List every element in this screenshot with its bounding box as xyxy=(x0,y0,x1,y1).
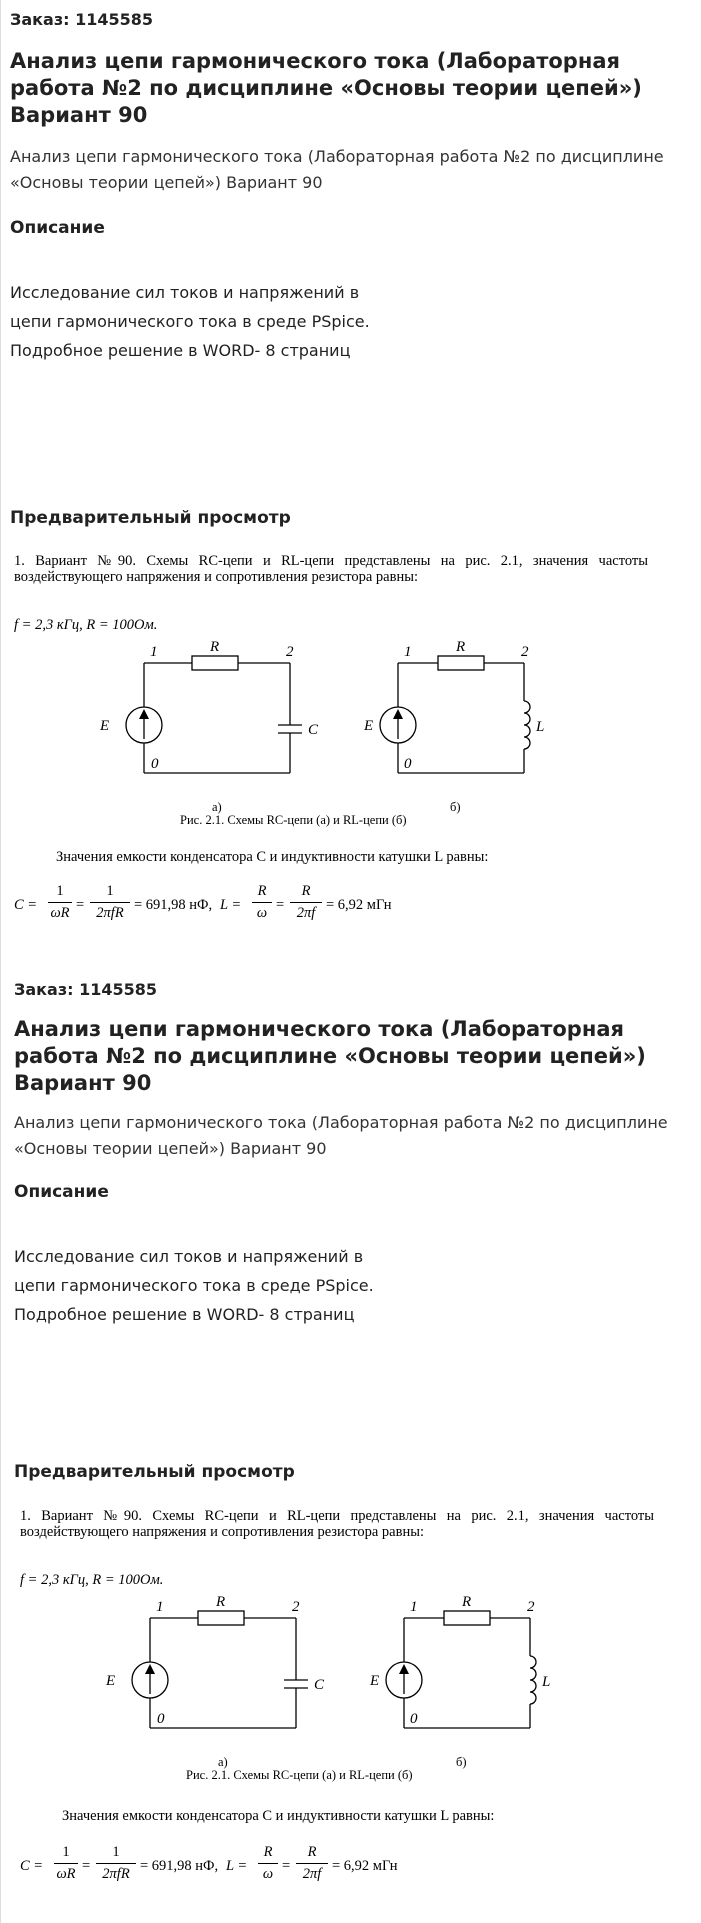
node-label: 0 xyxy=(157,1711,165,1727)
formula-part: 2πf xyxy=(296,905,316,921)
formula-part: = 6,92 мГн xyxy=(326,897,392,913)
formula-part: C = xyxy=(20,1858,44,1874)
capacitor-label: C xyxy=(314,1677,325,1693)
page-title: Анализ цепи гармонического тока (Лабораторная работа №2 по дисциплине «Основы теории цепей») Вариант 90 xyxy=(10,49,642,127)
formula-part: 2πf xyxy=(302,1866,322,1882)
preview-paragraph: 1. Вариант №90. Схемы RC-цепи и RL-цепи представлены на рис. 2.1, значения частоты воздействующего напряжения и сопротивления резистора равны: xyxy=(14,553,648,585)
preview-heading: Предварительный просмотр xyxy=(14,1462,295,1482)
description-line: Подробное решение в WORD- 8 страниц xyxy=(14,1305,355,1324)
subfigure-label-b: б) xyxy=(450,800,461,814)
formula-part: 2πfR xyxy=(96,905,124,921)
preview-params: f = 2,3 кГц, R = 100Ом. xyxy=(14,617,158,633)
source-label: E xyxy=(370,1673,380,1689)
rl-circuit xyxy=(386,1611,536,1728)
formula-part: 1 xyxy=(106,883,114,899)
page-subtitle: Анализ цепи гармонического тока (Лабораторная работа №2 по дисциплине «Основы теории цепей») Вариант 90 xyxy=(10,147,664,192)
circuit-diagram xyxy=(20,1596,654,1756)
node-label: 0 xyxy=(151,756,159,772)
inductor-label: L xyxy=(536,719,545,735)
formula-part: = 6,92 мГн xyxy=(332,1858,398,1874)
rl-circuit xyxy=(380,656,530,773)
page-border xyxy=(0,0,1,1923)
subfigure-label-b: б) xyxy=(456,1755,467,1769)
node-label: 2 xyxy=(286,644,294,660)
source-label: E xyxy=(364,718,374,734)
formula xyxy=(14,883,648,931)
order-number: Заказ: 1145585 xyxy=(14,980,158,999)
preview-document xyxy=(14,553,654,933)
formula xyxy=(20,1844,654,1892)
resistor-label: R xyxy=(456,641,466,655)
preview-paragraph: Значения емкости конденсатора C и индуктивности катушки L равны: xyxy=(56,849,489,865)
order-number: Заказ: 1145585 xyxy=(10,10,154,29)
formula-part: 2πfR xyxy=(102,1866,130,1882)
formula-part: = xyxy=(76,897,85,913)
description-line: Исследование сил токов и напряжений в xyxy=(10,283,360,302)
source-label: E xyxy=(100,718,110,734)
node-label: 2 xyxy=(527,1599,535,1615)
resistor-label: R xyxy=(210,641,220,655)
formula-part: R xyxy=(301,883,311,899)
node-label: 2 xyxy=(292,1599,300,1615)
source-label: E xyxy=(106,1673,116,1689)
formula-part: R xyxy=(257,883,267,899)
formula-part: L = xyxy=(220,897,242,913)
node-label: 0 xyxy=(404,756,412,772)
preview-paragraph: Значения емкости конденсатора C и индуктивности катушки L равны: xyxy=(62,1808,495,1824)
formula-part: 1 xyxy=(62,1844,70,1860)
page-title: Анализ цепи гармонического тока (Лабораторная работа №2 по дисциплине «Основы теории цепей») Вариант 90 xyxy=(14,1017,646,1095)
formula-part: ω xyxy=(262,1866,274,1882)
formula-part: ωR xyxy=(50,905,70,921)
circuit-diagram xyxy=(14,641,648,801)
preview-heading: Предварительный просмотр xyxy=(10,508,291,528)
inductor-label: L xyxy=(542,1674,551,1690)
formula-part: = 691,98 нФ, xyxy=(134,897,213,913)
formula-part: = xyxy=(82,1858,91,1874)
description-text xyxy=(10,278,370,365)
description-heading: Описание xyxy=(14,1182,109,1202)
figure-caption: Рис. 2.1. Схемы RC-цепи (а) и RL-цепи (б) xyxy=(186,1768,413,1782)
description-line: цепи гармонического тока в среде PSpice. xyxy=(10,312,370,331)
description-line: цепи гармонического тока в среде PSpice. xyxy=(14,1276,374,1295)
description-line: Исследование сил токов и напряжений в xyxy=(14,1247,364,1266)
formula-part: R xyxy=(263,1844,273,1860)
node-label: 1 xyxy=(410,1599,418,1615)
formula-part: ωR xyxy=(56,1866,76,1882)
node-label: 2 xyxy=(521,644,529,660)
formula-part: = xyxy=(282,1858,291,1874)
node-label: 1 xyxy=(150,644,158,660)
preview-document xyxy=(20,1508,660,1898)
figure-caption: Рис. 2.1. Схемы RC-цепи (а) и RL-цепи (б) xyxy=(180,813,407,827)
formula-part: L = xyxy=(226,1858,248,1874)
description-text xyxy=(14,1242,374,1329)
formula-part: C = xyxy=(14,897,38,913)
subfigure-label-a: а) xyxy=(218,1755,228,1769)
capacitor-label: C xyxy=(308,722,319,738)
node-label: 1 xyxy=(156,1599,164,1615)
formula-part: R xyxy=(307,1844,317,1860)
node-label: 0 xyxy=(410,1711,418,1727)
formula-part: ω xyxy=(256,905,268,921)
description-line: Подробное решение в WORD- 8 страниц xyxy=(10,341,351,360)
resistor-label: R xyxy=(462,1596,472,1610)
page-subtitle: Анализ цепи гармонического тока (Лабораторная работа №2 по дисциплине «Основы теории цепей») Вариант 90 xyxy=(14,1113,668,1158)
preview-params: f = 2,3 кГц, R = 100Ом. xyxy=(20,1572,164,1588)
subfigure-label-a: а) xyxy=(212,800,222,814)
node-label: 1 xyxy=(404,644,412,660)
formula-part: = xyxy=(276,897,285,913)
preview-paragraph: 1. Вариант №90. Схемы RC-цепи и RL-цепи представлены на рис. 2.1, значения частоты воздействующего напряжения и сопротивления резистора равны: xyxy=(20,1508,654,1540)
resistor-label: R xyxy=(216,1596,226,1610)
description-heading: Описание xyxy=(10,218,105,238)
formula-part: = 691,98 нФ, xyxy=(140,1858,219,1874)
formula-part: 1 xyxy=(56,883,64,899)
formula-part: 1 xyxy=(112,1844,120,1860)
